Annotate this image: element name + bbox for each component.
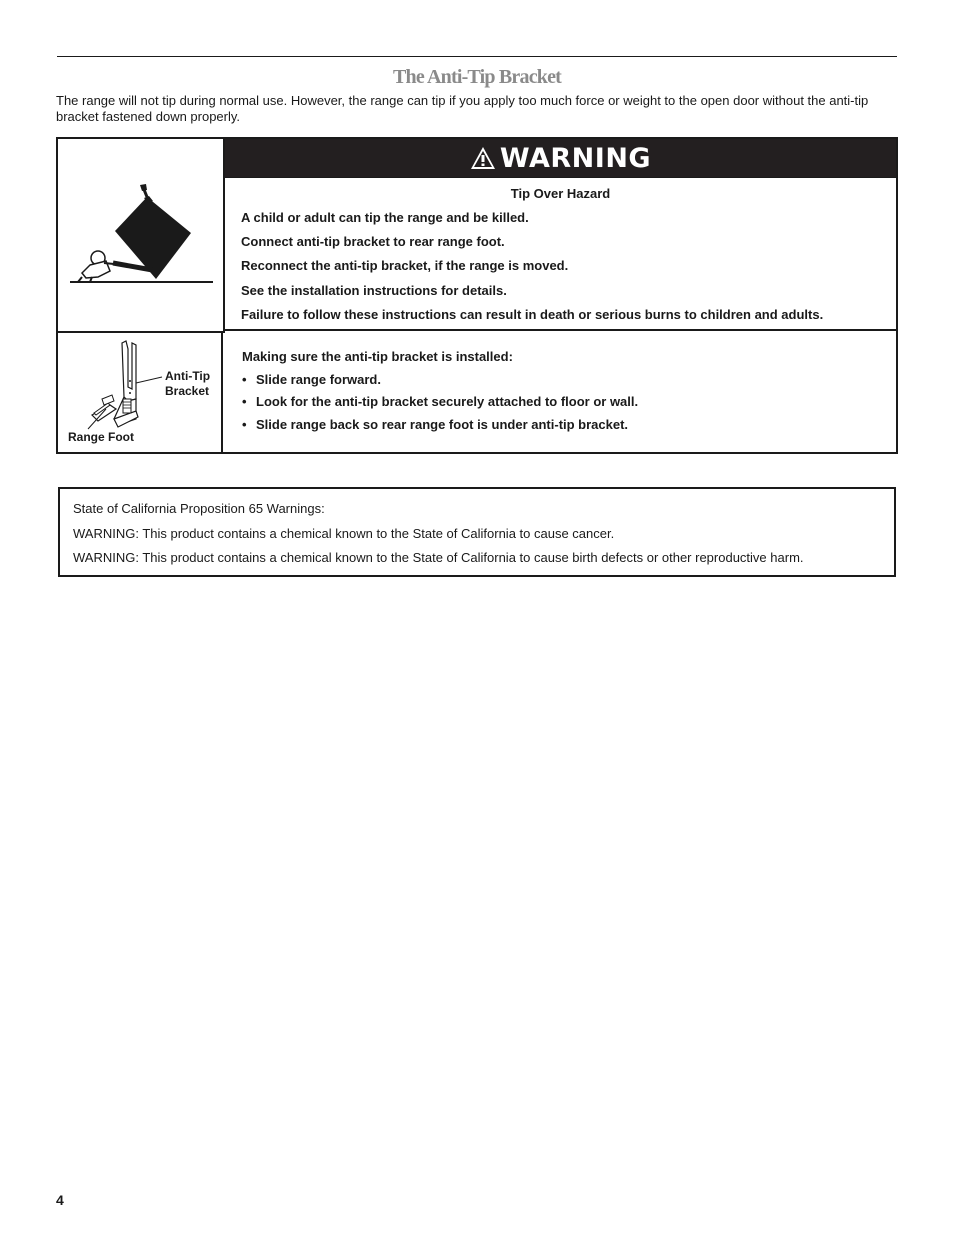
prop65-warning: WARNING: This product contains a chemical known to the State of California to cause birth defects or other reproductive harm. bbox=[73, 550, 804, 565]
bracket-instructions-intro: Making sure the anti-tip bracket is installed: bbox=[242, 349, 513, 364]
prop65-heading: State of California Proposition 65 Warnings: bbox=[73, 501, 325, 516]
hazard-line: Failure to follow these instructions can result in death or serious burns to children and adults. bbox=[241, 307, 824, 322]
anti-tip-label-line1: Anti-Tip bbox=[165, 369, 211, 383]
anti-tip-label-line2: Bracket bbox=[165, 384, 210, 398]
page-number: 4 bbox=[56, 1192, 64, 1208]
hazard-line: Connect anti-tip bracket to rear range foot. bbox=[241, 234, 505, 249]
bracket-illustration-cell bbox=[58, 333, 223, 452]
bracket-step: Slide range forward. bbox=[256, 372, 381, 387]
hazard-line: See the installation instructions for details. bbox=[241, 283, 507, 298]
hazard-line: Reconnect the anti-tip bracket, if the range is moved. bbox=[241, 258, 569, 273]
bracket-step: Look for the anti-tip bracket securely attached to floor or wall. bbox=[256, 394, 639, 409]
warning-box bbox=[56, 137, 898, 454]
bracket-instructions-cell bbox=[225, 333, 896, 452]
warning-triangle-icon bbox=[470, 146, 496, 170]
hazard-text-cell bbox=[225, 177, 896, 331]
bracket-step: Slide range back so rear range foot is under anti-tip bracket. bbox=[256, 417, 629, 432]
prop65-warning: WARNING: This product contains a chemical known to the State of California to cause cancer. bbox=[73, 526, 615, 541]
warning-header bbox=[225, 139, 896, 177]
prop65-box bbox=[58, 487, 896, 577]
bullet: • bbox=[242, 372, 247, 387]
top-rule bbox=[57, 56, 897, 57]
tip-over-illustration-cell bbox=[58, 139, 225, 333]
section-title: The Anti-Tip Bracket bbox=[392, 66, 562, 88]
hazard-title: Tip Over Hazard bbox=[510, 186, 611, 201]
hazard-line: A child or adult can tip the range and be killed. bbox=[241, 210, 529, 225]
tip-over-illustration-icon bbox=[68, 181, 214, 285]
range-foot-label: Range Foot bbox=[68, 430, 134, 444]
intro-paragraph: The range will not tip during normal use. However, the range can tip if you apply too much force or weight to the open door without the anti-tip bracket fastened down properly. bbox=[56, 93, 869, 124]
bullet: • bbox=[242, 417, 247, 432]
warning-word: WARNING bbox=[499, 142, 652, 174]
bullet: • bbox=[242, 394, 247, 409]
